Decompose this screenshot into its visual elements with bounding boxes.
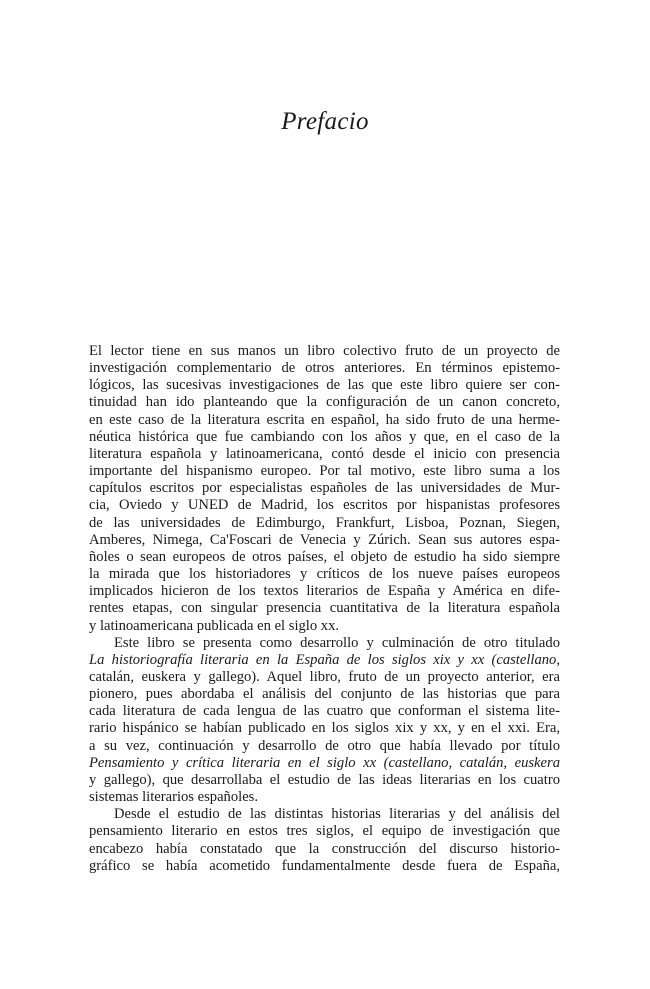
chapter-title: Prefacio (281, 108, 369, 135)
text-line: La historiografía literaria en la España de los siglos xix y xx (castellano, (89, 651, 560, 668)
text-line: Este libro se presenta como desarrollo y culminación de otro titulado (114, 634, 560, 651)
text-line: rario hispánico se habían publicado en los siglos xix y xx, y en el xxi. Era, (89, 720, 560, 737)
text-line: la mirada que los historiadores y críticos de los nueve países europeos (89, 566, 560, 583)
paragraph-3 (89, 806, 560, 875)
text-line: y latinoamericana publicada en el siglo xx. (89, 617, 340, 634)
text-line: rentes etapas, con singular presencia cuantitativa de la literatura española (89, 600, 560, 617)
text-line: catalán, euskera y gallego). Aquel libro, fruto de un proyecto anterior, era (89, 668, 560, 685)
text-line: Desde el estudio de las distintas historias literarias y del análisis del (114, 806, 560, 823)
text-line: cada literatura de cada lengua de las cuatro que conforman el sistema lite- (89, 703, 560, 720)
text-line: en este caso de la literatura escrita en español, ha sido fruto de una herme- (89, 411, 560, 428)
text-line: sistemas literarios españoles. (89, 789, 259, 806)
paragraph-2 (89, 635, 560, 807)
text-line: Pensamiento y crítica literaria en el siglo xx (castellano, catalán, euskera (89, 754, 560, 771)
text-line: gráfico se había acometido fundamentalmente desde fuera de España, (89, 857, 560, 874)
text-line: a su vez, continuación y desarrollo de otro que había llevado por título (89, 737, 560, 754)
text-line: importante del hispanismo europeo. Por tal motivo, este libro suma a los (89, 463, 560, 480)
text-line: encabezo había constatado que la construcción del discurso historio- (89, 840, 560, 857)
paragraph-1 (89, 343, 560, 635)
text-line: de las universidades de Edimburgo, Frankfurt, Lisboa, Poznan, Siegen, (89, 514, 560, 531)
text-line: literatura española y latinoamericana, contó desde el inicio con presencia (89, 445, 560, 462)
text-line: tinuidad han ido planteando que la configuración de un canon concreto, (89, 394, 560, 411)
text-line: cia, Oviedo y UNED de Madrid, los escritos por hispanistas profesores (89, 497, 560, 514)
text-line: y gallego), que desarrollaba el estudio de las ideas literarias en los cuatro (89, 771, 560, 788)
text-line: Amberes, Nimega, Ca'Foscari de Venecia y Zúrich. Sean sus autores espa- (89, 531, 560, 548)
text-line: El lector tiene en sus manos un libro colectivo fruto de un proyecto de (89, 343, 560, 359)
text-line: capítulos escritos por especialistas españoles de las universidades de Mur- (89, 480, 560, 497)
body-text (89, 343, 560, 875)
text-line: lógicos, las sucesivas investigaciones de las que este libro quiere ser con- (89, 377, 560, 394)
text-line: ñoles o sean europeos de otros países, el objeto de estudio ha sido siempre (89, 548, 560, 565)
text-line: pensamiento literario en estos tres siglos, el equipo de investigación que (89, 823, 560, 840)
text-line: néutica histórica que fue cambiando con los años y que, en el caso de la (89, 428, 560, 445)
text-line: implicados hicieron de los textos literarios de España y América en dife- (89, 583, 560, 600)
text-line: investigación complementario de otros anteriores. En términos epistemo- (89, 360, 560, 377)
text-line: pionero, pues abordaba el análisis del conjunto de las historias que para (89, 686, 560, 703)
